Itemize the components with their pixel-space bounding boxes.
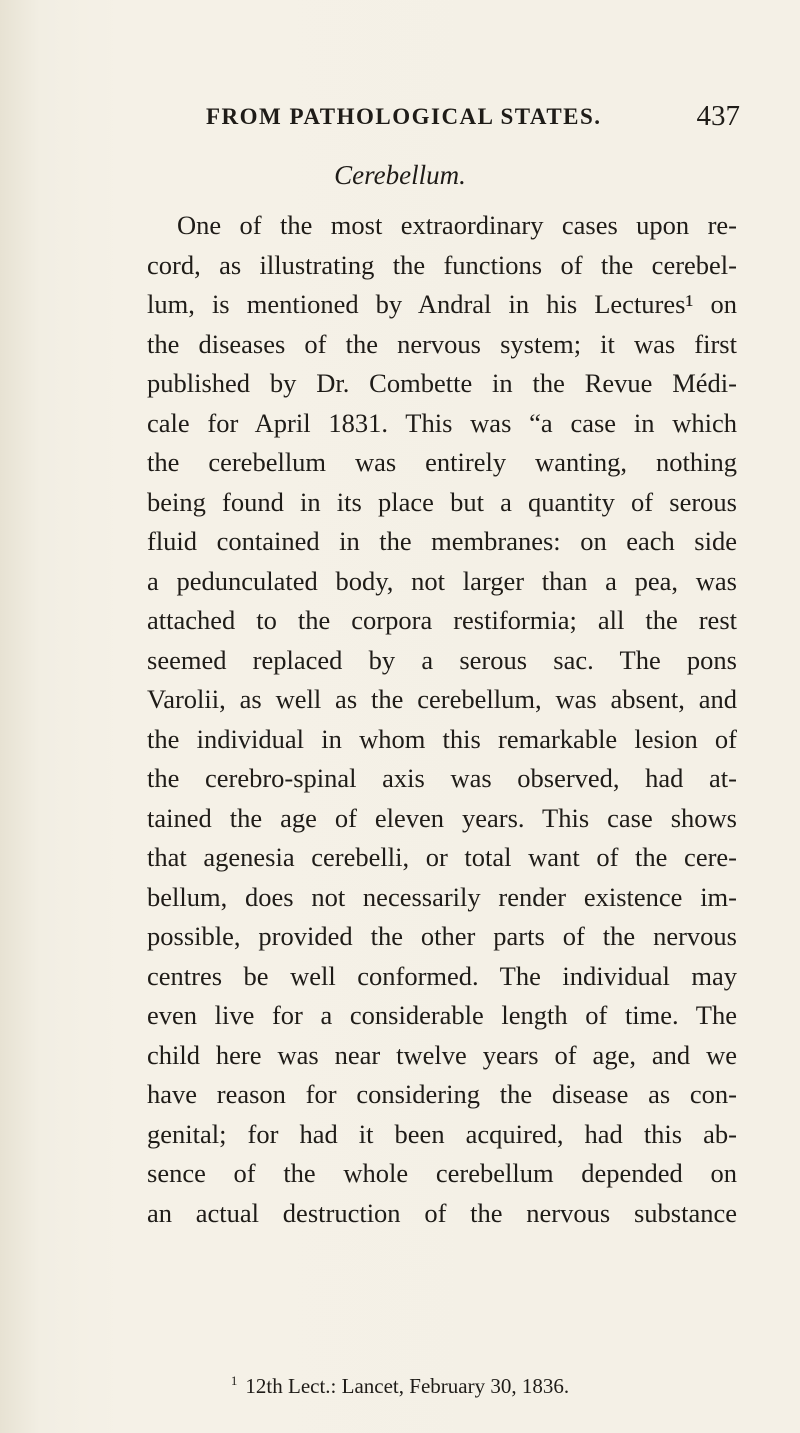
footnote-marker: 1 <box>230 1373 238 1388</box>
section-title: Cerebellum. <box>334 160 466 190</box>
footnote-text: 12th Lect.: Lancet, February 30, 1836. <box>245 1374 570 1398</box>
footnote <box>0 1373 800 1399</box>
text-line: have reason for considering the disease as con- <box>147 1079 737 1109</box>
text-line: that agenesia cerebelli, or total want of the cere- <box>147 842 737 872</box>
text-line: the cerebellum was entirely wanting, nothing <box>147 447 737 477</box>
text-line: sence of the whole cerebellum depended on <box>147 1158 737 1188</box>
text-line: genital; for had it been acquired, had this ab- <box>147 1118 737 1149</box>
text-line: centres be well conformed. The individual may <box>147 960 737 991</box>
text-line: even live for a considerable length of time. The <box>147 1000 737 1030</box>
text-line: cord, as illustrating the functions of the cerebel- <box>147 249 737 280</box>
page-number: 437 <box>696 100 740 132</box>
text-line: tained the age of eleven years. This case shows <box>147 802 737 833</box>
page-header <box>206 100 740 144</box>
text-line: possible, provided the other parts of the nervous <box>147 921 737 951</box>
body-text <box>147 206 737 1233</box>
text-line: being found in its place but a quantity of serous <box>147 486 737 517</box>
text-line: child here was near twelve years of age, and we <box>147 1039 737 1070</box>
text-line: bellum, does not necessarily render existence im- <box>147 881 737 912</box>
text-line: seemed replaced by a serous sac. The pons <box>147 644 737 675</box>
text-line: the cerebro-spinal axis was observed, had at- <box>147 763 737 793</box>
text-line: an actual destruction of the nervous substance <box>147 1197 737 1228</box>
text-line: One of the most extraordinary cases upon re- <box>177 210 737 240</box>
running-head: FROM PATHOLOGICAL STATES. <box>206 104 602 129</box>
text-line: the diseases of the nervous system; it was first <box>147 328 737 359</box>
text-line: fluid contained in the membranes: on each side <box>147 526 737 556</box>
text-line: published by Dr. Combette in the Revue Médi- <box>147 368 737 398</box>
text-line: Varolii, as well as the cerebellum, was absent, and <box>147 684 737 714</box>
text-line: lum, is mentioned by Andral in his Lectures¹ on <box>147 289 737 319</box>
text-line: cale for April 1831. This was “a case in which <box>147 407 737 438</box>
text-line: a pedunculated body, not larger than a pea, was <box>147 565 737 596</box>
text-line: attached to the corpora restiformia; all the rest <box>147 605 737 635</box>
text-line: the individual in whom this remarkable lesion of <box>147 723 737 754</box>
